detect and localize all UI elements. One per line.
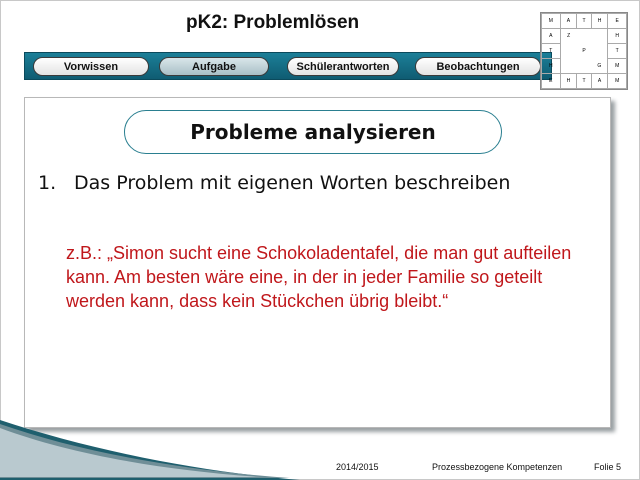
section-heading: Probleme analysieren: [124, 110, 502, 154]
logo-letter: H: [542, 59, 561, 74]
logo-letter: H: [608, 29, 627, 44]
logo-letter: M: [608, 59, 627, 74]
logo-letter: T: [577, 14, 592, 29]
logo-letter: A: [591, 74, 608, 89]
nav-button-vorwissen[interactable]: Vorwissen: [33, 57, 149, 76]
logo-letter: H: [560, 74, 577, 89]
logo-letter: T: [577, 74, 592, 89]
logo-letter: T: [608, 44, 627, 59]
logo-letter: M: [542, 14, 561, 29]
list-text: Das Problem mit eigenen Worten beschreiben: [74, 172, 511, 194]
footer-slide-number: Folie 5: [594, 462, 622, 472]
logo-letter: A: [560, 14, 577, 29]
list-number: 1.: [38, 172, 57, 194]
footer-year: 2014/2015: [336, 462, 379, 472]
logo-letter: P: [582, 48, 586, 54]
nav-button-aufgabe[interactable]: Aufgabe: [159, 57, 269, 76]
logo-letter: E: [608, 14, 627, 29]
logo-letter: G: [597, 62, 602, 69]
slide-title: pK2: Problemlösen: [186, 12, 360, 33]
footer-topic: Prozessbezogene Kompetenzen: [432, 462, 563, 472]
list-item: [38, 172, 510, 194]
nav-button-beobachtungen[interactable]: Beobachtungen: [415, 57, 541, 76]
nav-bar: [24, 52, 552, 80]
mathe-logo: [540, 12, 628, 90]
logo-letter: Z: [567, 33, 571, 40]
logo-letter: H: [591, 14, 608, 29]
nav-button-schuelerantworten[interactable]: Schülerantworten: [287, 57, 399, 76]
logo-letter: T: [542, 44, 561, 59]
logo-letter: A: [542, 29, 561, 44]
logo-letter: M: [608, 74, 627, 89]
logo-letter: E: [542, 74, 561, 89]
example-quote: z.B.: „Simon sucht eine Schokoladentafel, die man gut aufteilen kann. Am besten wäre eine, in der in jeder Familie so geteilt werden kann, dass kein Stückchen übrig bleibt.“: [66, 243, 572, 311]
